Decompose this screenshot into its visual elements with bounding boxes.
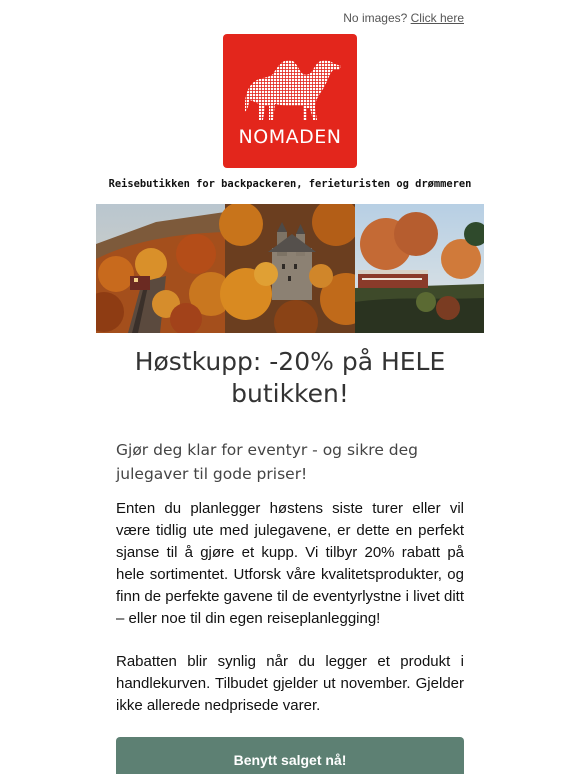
logo-brand-text: NOMADEN xyxy=(238,126,342,148)
subheadline: Gjør deg klar for eventyr - og sikre deg julegaver til gode priser! xyxy=(116,441,419,483)
nomaden-logo[interactable] xyxy=(223,34,357,168)
cta-button[interactable]: Benytt salget nå! xyxy=(116,737,464,774)
preheader xyxy=(343,11,464,25)
no-images-text: No images? xyxy=(343,11,408,25)
tagline: Reisebutikken for backpackeren, ferieturisten og drømmeren xyxy=(108,178,472,190)
hero-panel-castle xyxy=(219,204,372,333)
hero-image[interactable] xyxy=(96,204,484,333)
headline: Høstkupp: -20% på HELE butikken! xyxy=(134,347,446,408)
body-paragraph-2: Rabatten blir synlig når du legger et produkt i handlekurven. Tilbudet gjelder ut november. Gjelder ikke allerede nedprisede varer. xyxy=(116,653,464,714)
hero-panel-cabin xyxy=(355,204,484,333)
hero-panel-train xyxy=(96,204,233,333)
click-here-link[interactable]: Click here xyxy=(410,11,464,25)
body-paragraph-1: Enten du planlegger høstens siste turer eller vil være tidlig ute med julegavene, er dette en perfekt sjanse til å gjøre et kupp. Vi tilbyr 20% rabatt på hele sortimentet. Utforsk våre kvalitetsprodukter, og finn de perfekte gavene til de eventyrlystne i livet ditt – eller noe til din egen reiseplanlegging! xyxy=(116,500,464,627)
